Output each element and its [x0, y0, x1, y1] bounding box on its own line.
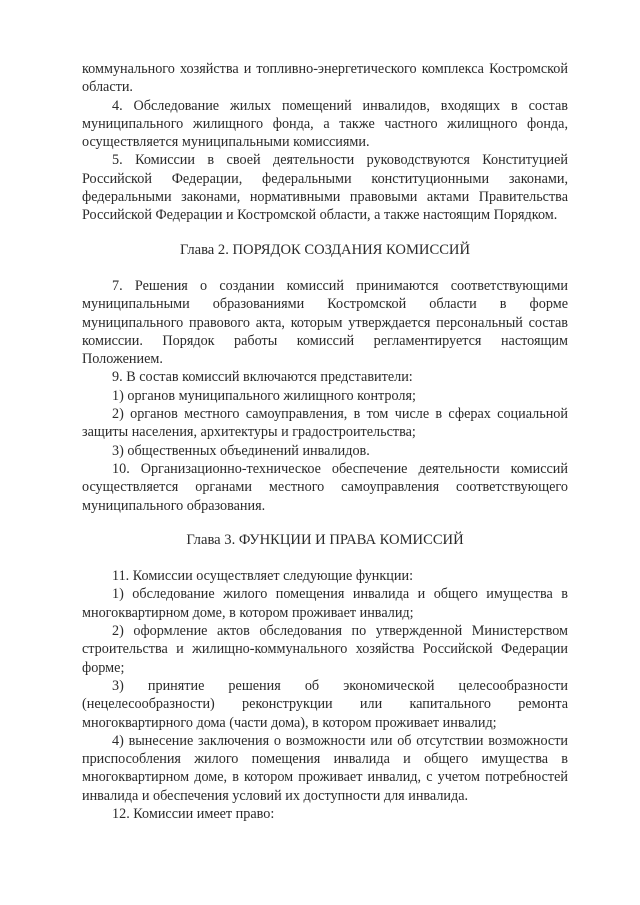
paragraph-5: 5. Комиссии в своей деятельности руководствуются Конституцией Российской Федерации, федеральными конституционными законами, федеральными законами, нормативными правовыми актами Правительства Российской Федерации и Костромской области, а также настоящим Порядком. [82, 152, 568, 224]
chapter-3-heading: Глава 3. ФУНКЦИИ И ПРАВА КОМИССИЙ [186, 531, 464, 548]
list-item-11-3: 3) принятие решения об экономической целесообразности (нецелесообразности) реконструкции или капитального ремонта многоквартирного дома (части дома), в котором проживает инвалид; [82, 677, 568, 731]
paragraph-9: 9. В состав комиссий включаются представители: [112, 369, 413, 386]
list-item-11-4: 4) вынесение заключения о возможности или об отсутствии возможности приспособления жилого помещения инвалида и общего имущества в многоквартирном доме, в котором проживает инвалид, с учетом потребностей инвалида и обеспечения условий их доступности для инвалида. [82, 732, 568, 804]
paragraph-7: 7. Решения о создании комиссий принимаются соответствующими муниципальными образованиями Костромской области в форме муниципального правового акта, которым утверждается персональный состав комиссии. Порядок работы комиссий регламентируется настоящим Положением. [82, 277, 568, 368]
list-item-11-2: 2) оформление актов обследования по утвержденной Министерством строительства и жилищно-коммунального хозяйства Российской Федерации форме; [82, 623, 568, 676]
document-page [82, 60, 568, 823]
paragraph-10: 10. Организационно-техническое обеспечение деятельности комиссий осуществляется органами местного самоуправления соответствующего муниципального образования. [82, 460, 568, 514]
list-item-11-1: 1) обследование жилого помещения инвалида и общего имущества в многоквартирном доме, в котором проживает инвалид; [82, 586, 568, 621]
chapter-2-heading: Глава 2. ПОРЯДОК СОЗДАНИЯ КОМИССИЙ [179, 241, 471, 258]
paragraph-12: 12. Комиссии имеет право: [112, 805, 275, 822]
list-item-9-3: 3) общественных объединений инвалидов. [112, 442, 370, 459]
paragraph-4: 4. Обследование жилых помещений инвалидов, входящих в состав муниципального жилищного фонда, а также частного жилищного фонда, осуществляется муниципальными комиссиями. [82, 97, 568, 151]
paragraph-11: 11. Комиссии осуществляет следующие функции: [112, 568, 414, 585]
paragraph-continuation: коммунального хозяйства и топливно-энергетического комплекса Костромской области. [82, 61, 568, 96]
list-item-9-1: 1) органов муниципального жилищного контроля; [112, 387, 416, 404]
list-item-9-2: 2) органов местного самоуправления, в том числе в сферах социальной защиты населения, архитектуры и градостроительства; [82, 406, 568, 441]
